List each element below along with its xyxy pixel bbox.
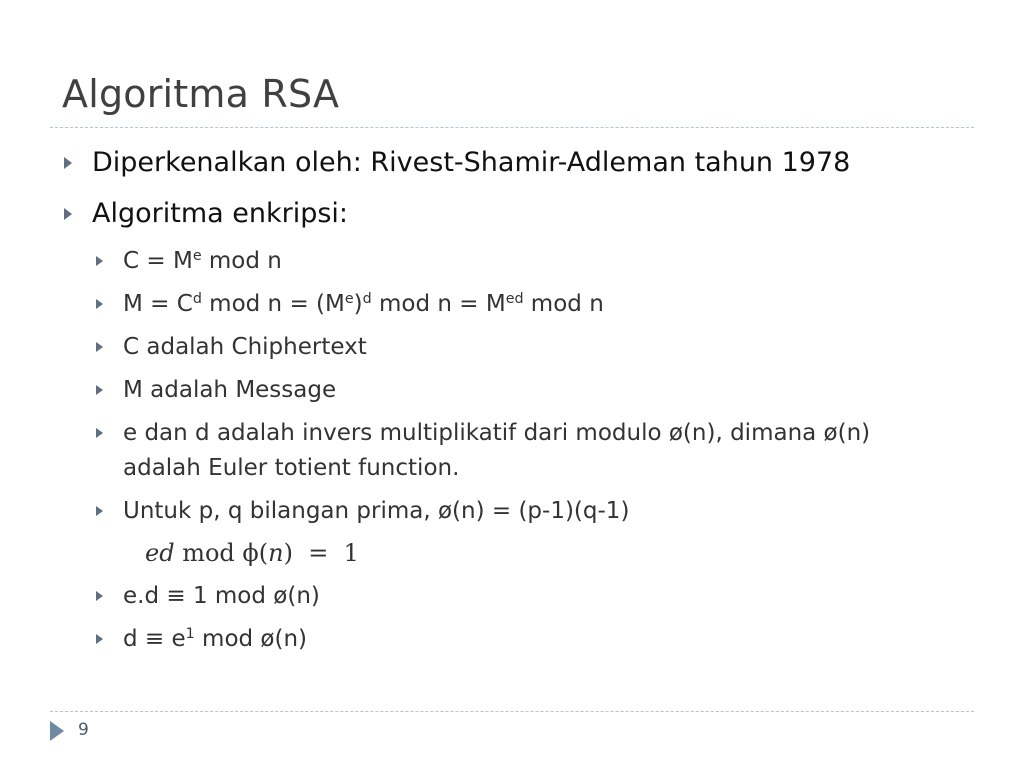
sub-bullet-m-definition [62,373,962,408]
equation-part: mod n = M [371,291,506,317]
equation-part: d ≡ e [123,626,186,652]
bullet-encryption-algorithm [62,193,962,235]
bullet-arrow-icon [96,506,103,516]
sub-bullet-message-equation [62,287,962,322]
bullet-text: e.d ≡ 1 mod ø(n) [123,583,320,609]
formula-part: = 1 [292,539,359,567]
sub-bullet-d-inverse [62,622,962,657]
sub-bullet-ciphertext-equation [62,244,962,279]
bullet-arrow-icon [64,208,72,220]
footer-divider [50,711,974,712]
equation-part: mod n = (M [201,291,345,317]
bullet-arrow-icon [96,385,103,395]
bullet-arrow-icon [96,428,103,438]
formula-ed-mod-phi [62,535,962,571]
formula-part: ) [283,539,293,567]
bullet-text: Untuk p, q bilangan prima, ø(n) = (p-1)(q-1) [123,498,630,524]
bullet-arrow-icon [96,256,103,266]
bullet-arrow-icon [96,591,103,601]
slide-title: Algoritma RSA [62,72,340,116]
sub-bullet-phi-definition [62,494,962,529]
bullet-arrow-icon [96,299,103,309]
slide-content [62,142,962,665]
bullet-text: Diperkenalkan oleh: Rivest-Shamir-Adleman tahun 1978 [92,147,851,178]
bullet-text: e dan d adalah invers multiplikatif dari modulo ø(n), dimana ø(n) adalah Euler totient function. [123,420,871,481]
bullet-text: M adalah Message [123,377,337,403]
exponent: ed [505,291,524,308]
footer-arrow-icon [50,721,64,741]
equation-part: mod n [523,291,604,317]
equation-part: mod n [201,248,282,274]
formula-part: ϕ( [242,539,269,567]
equation-part: ) [353,291,363,317]
page-number: 9 [78,720,89,740]
bullet-arrow-icon [96,342,103,352]
bullet-arrow-icon [96,634,103,644]
bullet-text: Algoritma enkripsi: [92,198,349,229]
equation-part: C = M [123,248,193,274]
bullet-text: C adalah Chiphertext [123,334,367,360]
equation-part: M = C [123,291,193,317]
bullet-arrow-icon [64,157,72,169]
title-divider [50,127,974,128]
formula-part: ed [145,539,175,567]
sub-bullet-ed-congruence [62,579,962,614]
sub-bullet-ed-definition [62,416,953,486]
exponent: e [192,248,202,265]
sub-bullet-c-definition [62,330,962,365]
formula-part: mod [174,539,243,567]
exponent: e [344,291,354,308]
formula-part: n [268,539,284,567]
bullet-introduced-by [62,142,962,184]
exponent: 1 [185,626,195,643]
equation-part: mod ø(n) [194,626,308,652]
exponent: d [362,291,372,308]
exponent: d [192,291,202,308]
